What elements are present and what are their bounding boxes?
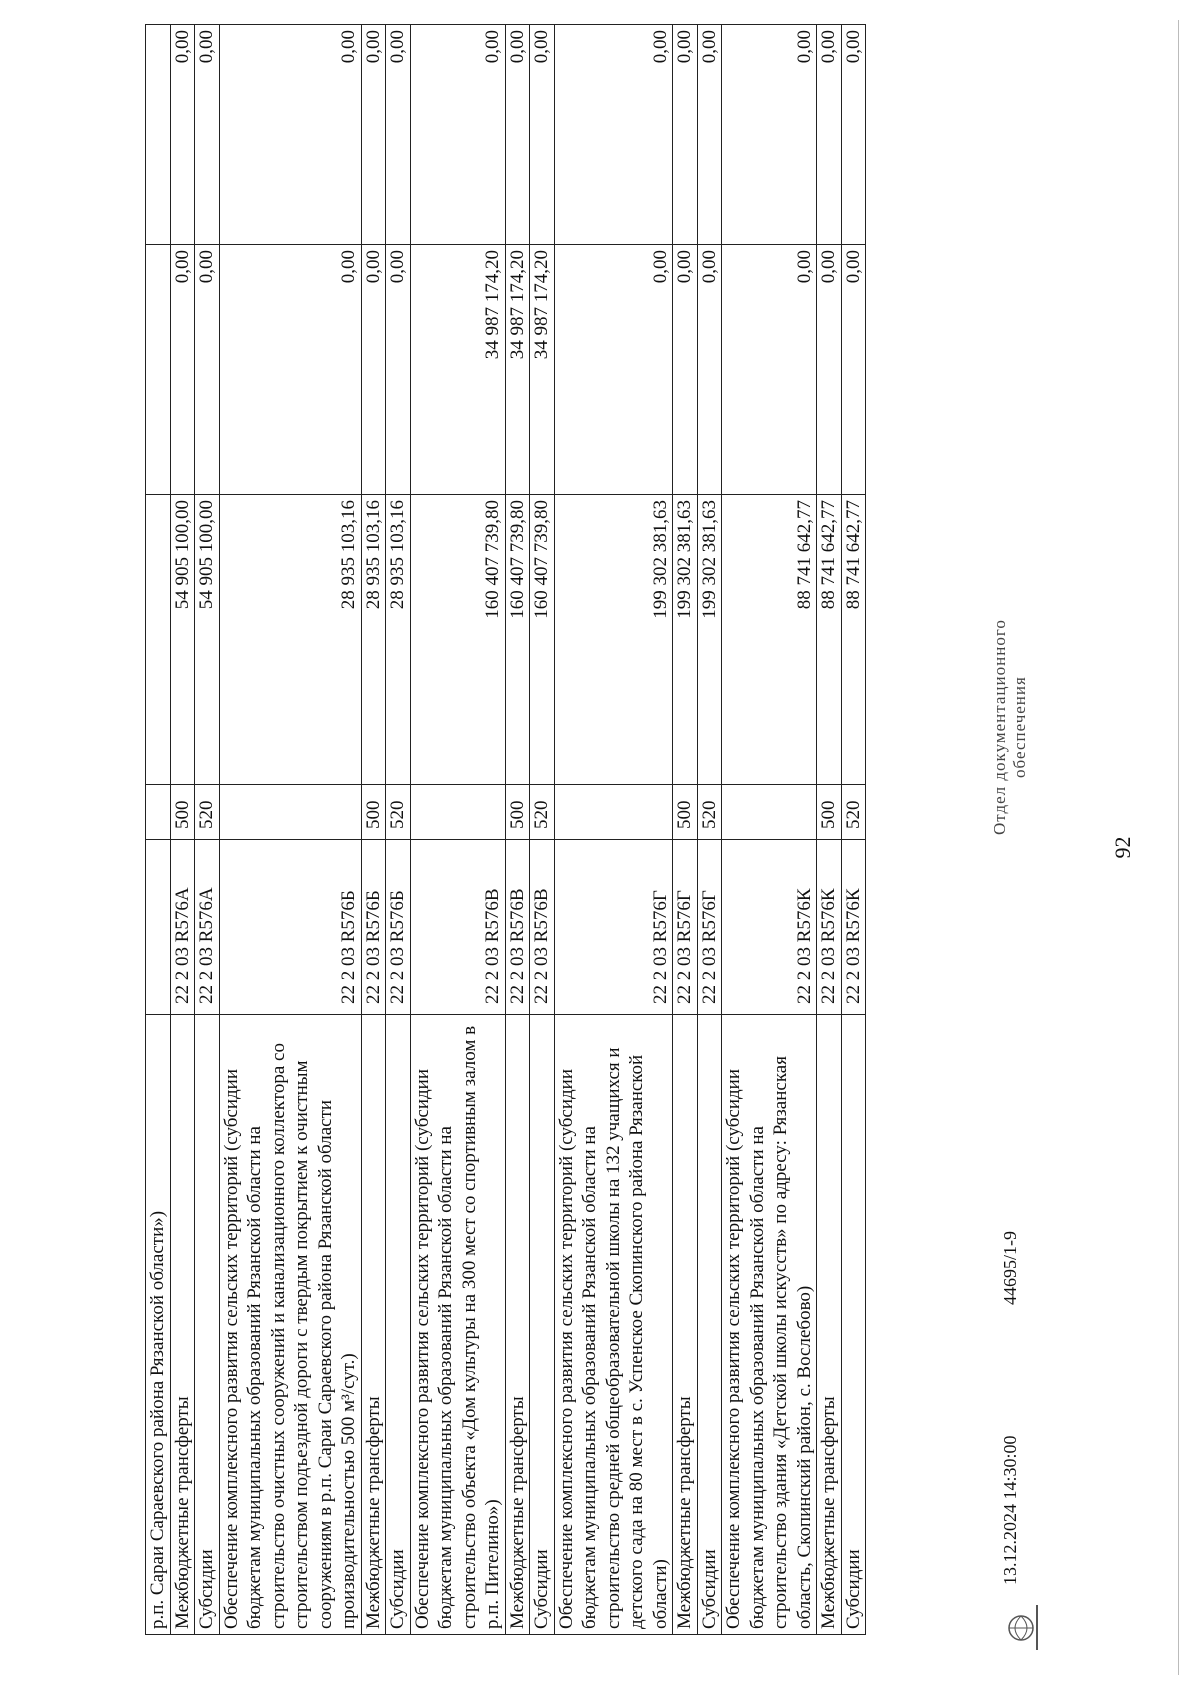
- row-name: Межбюджетные трансферты: [170, 1015, 195, 1635]
- seal-logo-icon: [1005, 1600, 1041, 1655]
- row-value-1: 28 935 103,16: [219, 495, 361, 785]
- footer-doc-number: 44695/1-9: [1000, 1231, 1020, 1305]
- row-name: Межбюджетные трансферты: [361, 1015, 386, 1635]
- row-value-2: 34 987 174,20: [410, 245, 505, 495]
- row-value-3: 0,00: [817, 25, 842, 245]
- row-name: Субсидии: [195, 1015, 220, 1635]
- row-value-1: 88 741 642,77: [817, 495, 842, 785]
- row-value-1: 88 741 642,77: [722, 495, 817, 785]
- row-vr: [722, 785, 817, 840]
- row-name: Субсидии: [697, 1015, 722, 1635]
- row-vr: 500: [673, 785, 698, 840]
- row-value-3: [146, 25, 171, 245]
- row-value-2: 0,00: [170, 245, 195, 495]
- table-row: [170, 25, 195, 1635]
- footer-timestamp: 13.12.2024 14:30:00: [1000, 1435, 1020, 1585]
- row-name: Субсидии: [841, 1015, 866, 1635]
- row-vr: [410, 785, 505, 840]
- row-value-1: 88 741 642,77: [841, 495, 866, 785]
- row-value-2: 0,00: [673, 245, 698, 495]
- row-code: 22 2 03 R576Г: [554, 840, 673, 1015]
- row-value-3: 0,00: [505, 25, 530, 245]
- row-value-2: 0,00: [841, 245, 866, 495]
- row-name: Субсидии: [386, 1015, 411, 1635]
- row-code: 22 2 03 R576А: [195, 840, 220, 1015]
- row-value-2: 0,00: [386, 245, 411, 495]
- row-value-2: 34 987 174,20: [530, 245, 555, 495]
- row-name: Обеспечение комплексного развития сельских территорий (субсидии бюджетам муниципальных образований Рязанской области на строительство средней общеобразовательной школы на 132 учащихся и детского сада на 80 мест в с. Успенское Скопинского района Рязанской области): [554, 1015, 673, 1635]
- row-vr: 500: [170, 785, 195, 840]
- row-code: 22 2 03 R576Г: [673, 840, 698, 1015]
- table-row: [530, 25, 555, 1635]
- row-value-3: 0,00: [361, 25, 386, 245]
- row-value-3: 0,00: [722, 25, 817, 245]
- row-value-2: 34 987 174,20: [505, 245, 530, 495]
- row-code: 22 2 03 R576К: [722, 840, 817, 1015]
- row-name: Межбюджетные трансферты: [505, 1015, 530, 1635]
- row-value-3: 0,00: [410, 25, 505, 245]
- row-value-3: 0,00: [386, 25, 411, 245]
- row-value-2: 0,00: [554, 245, 673, 495]
- row-vr: [219, 785, 361, 840]
- row-name: Субсидии: [530, 1015, 555, 1635]
- row-value-1: [146, 495, 171, 785]
- row-value-2: 0,00: [361, 245, 386, 495]
- table-row: [554, 25, 673, 1635]
- table-row: [841, 25, 866, 1635]
- row-value-1: 160 407 739,80: [530, 495, 555, 785]
- row-value-3: 0,00: [841, 25, 866, 245]
- row-value-3: 0,00: [697, 25, 722, 245]
- row-value-3: 0,00: [673, 25, 698, 245]
- row-name: Обеспечение комплексного развития сельских территорий (субсидии бюджетам муниципальных образований Рязанской области на строительство объекта «Дом культуры на 300 мест со спортивным залом в р.п. Пителино»): [410, 1015, 505, 1635]
- row-value-3: 0,00: [554, 25, 673, 245]
- row-code: 22 2 03 R576А: [170, 840, 195, 1015]
- row-code: 22 2 03 R576В: [530, 840, 555, 1015]
- row-value-1: 199 302 381,63: [554, 495, 673, 785]
- row-value-1: 28 935 103,16: [386, 495, 411, 785]
- table-row: [195, 25, 220, 1635]
- row-value-1: 199 302 381,63: [697, 495, 722, 785]
- row-vr: 520: [530, 785, 555, 840]
- department-line-2: обеспечения: [1010, 676, 1029, 778]
- table-row: [410, 25, 505, 1635]
- row-code: 22 2 03 R576К: [817, 840, 842, 1015]
- row-name: Обеспечение комплексного развития сельских территорий (субсидии бюджетам муниципальных образований Рязанской области на строительство здания «Детской школы искусств» по адресу: Рязанская область, Скопинский район, с. Вослебово): [722, 1015, 817, 1635]
- table-row: [386, 25, 411, 1635]
- row-vr: 520: [386, 785, 411, 840]
- row-vr: [554, 785, 673, 840]
- row-code: 22 2 03 R576К: [841, 840, 866, 1015]
- row-vr: [146, 785, 171, 840]
- row-code: 22 2 03 R576Б: [361, 840, 386, 1015]
- row-name: р.п. Сараи Сараевского района Рязанской области»): [146, 1015, 171, 1635]
- row-value-1: 160 407 739,80: [410, 495, 505, 785]
- row-code: [146, 840, 171, 1015]
- table-row: [219, 25, 361, 1635]
- row-value-3: 0,00: [195, 25, 220, 245]
- table-row: [505, 25, 530, 1635]
- row-value-3: 0,00: [170, 25, 195, 245]
- row-value-2: 0,00: [722, 245, 817, 495]
- row-name: Межбюджетные трансферты: [673, 1015, 698, 1635]
- budget-table: [145, 24, 866, 1635]
- row-vr: 500: [505, 785, 530, 840]
- table-row: [361, 25, 386, 1635]
- page-number: 92: [1110, 836, 1135, 859]
- row-vr: 500: [817, 785, 842, 840]
- row-code: 22 2 03 R576Г: [697, 840, 722, 1015]
- row-value-1: 54 905 100,00: [195, 495, 220, 785]
- row-value-3: 0,00: [530, 25, 555, 245]
- row-vr: 520: [195, 785, 220, 840]
- row-value-2: 0,00: [817, 245, 842, 495]
- department-line-1: Отдел документационного: [990, 619, 1009, 835]
- row-value-2: 0,00: [195, 245, 220, 495]
- row-code: 22 2 03 R576В: [410, 840, 505, 1015]
- table-row: [697, 25, 722, 1635]
- row-name: Межбюджетные трансферты: [817, 1015, 842, 1635]
- table-row: [722, 25, 817, 1635]
- row-value-1: 199 302 381,63: [673, 495, 698, 785]
- row-value-2: [146, 245, 171, 495]
- row-vr: 500: [361, 785, 386, 840]
- row-value-1: 160 407 739,80: [505, 495, 530, 785]
- row-code: 22 2 03 R576Б: [386, 840, 411, 1015]
- row-vr: 520: [841, 785, 866, 840]
- row-value-1: 54 905 100,00: [170, 495, 195, 785]
- row-vr: 520: [697, 785, 722, 840]
- row-value-3: 0,00: [219, 25, 361, 245]
- row-value-2: 0,00: [219, 245, 361, 495]
- table-row: [673, 25, 698, 1635]
- row-value-1: 28 935 103,16: [361, 495, 386, 785]
- table-row: [817, 25, 842, 1635]
- row-value-2: 0,00: [697, 245, 722, 495]
- row-name: Обеспечение комплексного развития сельских территорий (субсидии бюджетам муниципальных образований Рязанской области на строительство очистных сооружений и канализационного коллектора со строительством подъездной дороги с твердым покрытием к очистным сооружениям в р.п. Сараи Сараевского района Рязанской области производительностью 500 м³/сут.): [219, 1015, 361, 1635]
- department-stamp: [990, 619, 1030, 835]
- table-row: [146, 25, 171, 1635]
- row-code: 22 2 03 R576В: [505, 840, 530, 1015]
- row-code: 22 2 03 R576Б: [219, 840, 361, 1015]
